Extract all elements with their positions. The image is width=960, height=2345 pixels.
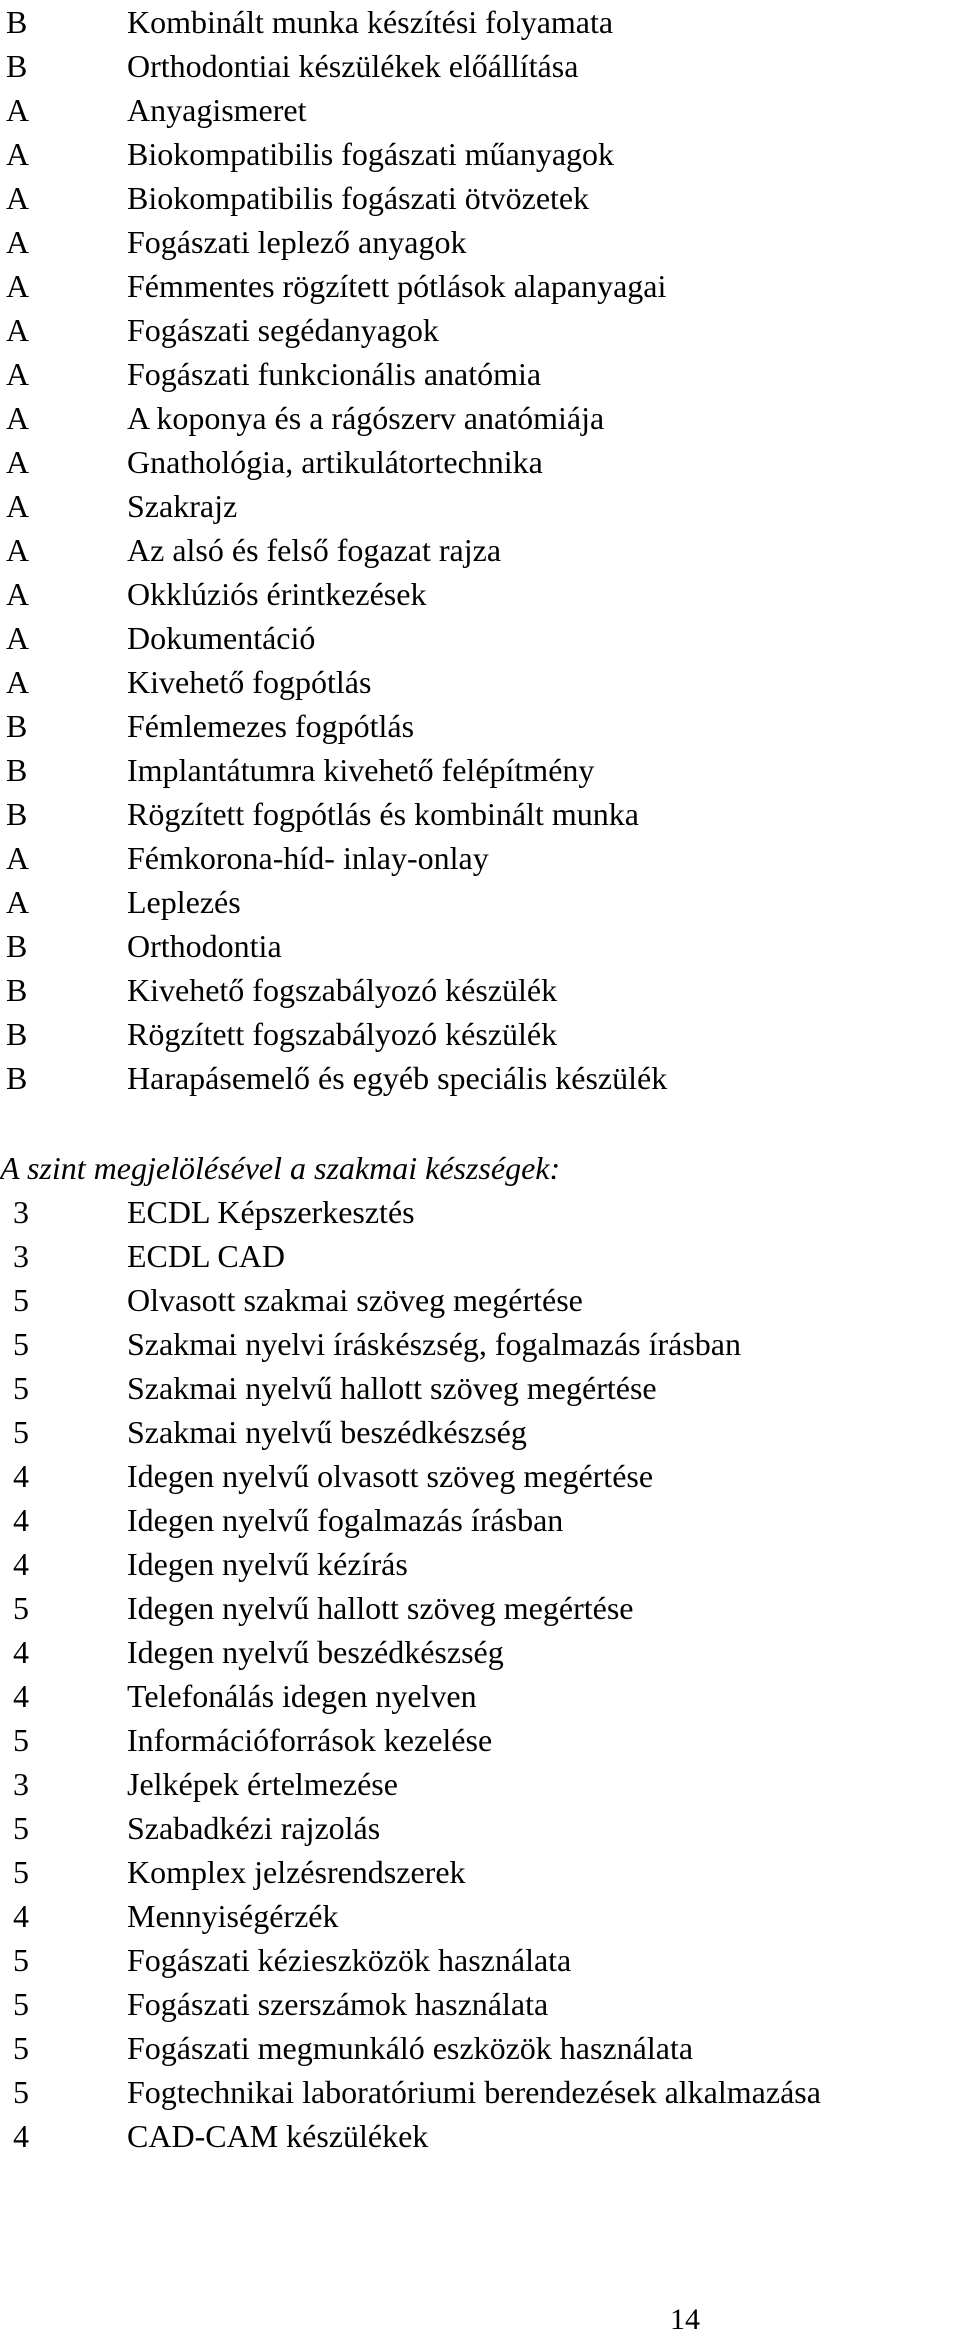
skill-name: Olvasott szakmai szöveg megértése	[127, 1282, 583, 1318]
module-name: Kivehető fogszabályozó készülék	[127, 972, 558, 1008]
module-name: Fogászati segédanyagok	[127, 312, 439, 348]
level-number: 5	[13, 1942, 29, 1978]
level-code: A	[6, 532, 30, 568]
skill-name: ECDL CAD	[127, 1238, 285, 1274]
module-name: Implantátumra kivehető felépítmény	[127, 752, 595, 788]
level-code: A	[6, 620, 30, 656]
level-code: B	[6, 972, 28, 1008]
level-number: 4	[13, 1898, 29, 1934]
level-number: 5	[13, 1590, 29, 1626]
module-name: Orthodontia	[127, 928, 282, 964]
level-number: 5	[13, 1370, 29, 1406]
level-code: B	[6, 796, 28, 832]
skill-name: ECDL Képszerkesztés	[127, 1194, 415, 1230]
module-name: Szakrajz	[127, 488, 238, 524]
module-name: Fémkorona-híd- inlay-onlay	[127, 840, 489, 876]
skill-name: Fogászati szerszámok használata	[127, 1986, 549, 2022]
level-number: 3	[13, 1766, 29, 1802]
level-code: A	[6, 444, 30, 480]
skill-name: Szakmai nyelvű hallott szöveg megértése	[127, 1370, 657, 1406]
skill-name: Komplex jelzésrendszerek	[127, 1854, 466, 1890]
level-code: B	[6, 4, 28, 40]
skill-name: Idegen nyelvű beszédkészség	[127, 1634, 504, 1670]
skill-name: Fogászati kézieszközök használata	[127, 1942, 572, 1978]
module-name: Biokompatibilis fogászati műanyagok	[127, 136, 615, 172]
module-name: Dokumentáció	[127, 620, 316, 656]
level-number: 4	[13, 2118, 29, 2154]
module-name: Fogászati funkcionális anatómia	[127, 356, 542, 392]
skill-name: Idegen nyelvű kézírás	[127, 1546, 408, 1582]
level-number: 3	[13, 1194, 29, 1230]
module-name: Fémmentes rögzített pótlások alapanyagai	[127, 268, 667, 304]
level-number: 5	[13, 1326, 29, 1362]
level-number: 5	[13, 2074, 29, 2110]
level-code: B	[6, 708, 28, 744]
skill-name: Jelképek értelmezése	[127, 1766, 398, 1802]
module-name: Rögzített fogpótlás és kombinált munka	[127, 796, 639, 832]
module-name: Okklúziós érintkezések	[127, 576, 427, 612]
skill-name: Információforrások kezelése	[127, 1722, 493, 1758]
skill-name: Idegen nyelvű olvasott szöveg megértése	[127, 1458, 654, 1494]
level-code: A	[6, 312, 30, 348]
level-code: A	[6, 92, 30, 128]
level-code: A	[6, 664, 30, 700]
level-code: A	[6, 356, 30, 392]
module-name: Fémlemezes fogpótlás	[127, 708, 415, 744]
level-number: 4	[13, 1458, 29, 1494]
level-code: A	[6, 576, 30, 612]
level-number: 4	[13, 1546, 29, 1582]
level-code: B	[6, 1060, 28, 1096]
level-number: 5	[13, 1854, 29, 1890]
module-name: Rögzített fogszabályozó készülék	[127, 1016, 558, 1052]
level-code: B	[6, 48, 28, 84]
module-name: Biokompatibilis fogászati ötvözetek	[127, 180, 590, 216]
level-number: 5	[13, 1810, 29, 1846]
level-number: 5	[13, 1282, 29, 1318]
skills-heading: A szint megjelölésével a szakmai készségek:	[0, 1150, 561, 1186]
module-name: Anyagismeret	[127, 92, 307, 128]
level-code: B	[6, 752, 28, 788]
module-name: Harapásemelő és egyéb speciális készülék	[127, 1060, 668, 1096]
skill-name: Szakmai nyelvű beszédkészség	[127, 1414, 527, 1450]
level-number: 5	[13, 1986, 29, 2022]
level-code: A	[6, 136, 30, 172]
level-code: B	[6, 928, 28, 964]
skill-name: Szabadkézi rajzolás	[127, 1810, 381, 1846]
page-number: 14	[670, 2303, 700, 2336]
level-code: A	[6, 180, 30, 216]
skill-name: CAD-CAM készülékek	[127, 2118, 429, 2154]
skill-name: Telefonálás idegen nyelven	[127, 1678, 477, 1714]
level-number: 4	[13, 1502, 29, 1538]
skill-name: Mennyiségérzék	[127, 1898, 339, 1934]
module-name: Gnathológia, artikulátortechnika	[127, 444, 543, 480]
skill-name: Fogtechnikai laboratóriumi berendezések alkalmazása	[127, 2074, 821, 2110]
skill-name: Fogászati megmunkáló eszközök használata	[127, 2030, 694, 2066]
module-name: Orthodontiai készülékek előállítása	[127, 48, 579, 84]
module-name: Fogászati leplező anyagok	[127, 224, 467, 260]
level-code: A	[6, 884, 30, 920]
level-code: A	[6, 488, 30, 524]
module-name: A koponya és a rágószerv anatómiája	[127, 400, 605, 436]
module-name: Leplezés	[127, 884, 241, 920]
level-code: A	[6, 268, 30, 304]
level-number: 5	[13, 2030, 29, 2066]
level-code: B	[6, 1016, 28, 1052]
skill-name: Idegen nyelvű fogalmazás írásban	[127, 1502, 564, 1538]
level-code: A	[6, 400, 30, 436]
level-number: 4	[13, 1678, 29, 1714]
level-number: 4	[13, 1634, 29, 1670]
level-number: 5	[13, 1722, 29, 1758]
level-number: 3	[13, 1238, 29, 1274]
skill-name: Idegen nyelvű hallott szöveg megértése	[127, 1590, 634, 1626]
level-number: 5	[13, 1414, 29, 1450]
module-name: Kombinált munka készítési folyamata	[127, 4, 614, 40]
module-name: Az alsó és felső fogazat rajza	[127, 532, 502, 568]
skill-name: Szakmai nyelvi íráskészség, fogalmazás írásban	[127, 1326, 741, 1362]
level-code: A	[6, 224, 30, 260]
level-code: A	[6, 840, 30, 876]
module-name: Kivehető fogpótlás	[127, 664, 372, 700]
